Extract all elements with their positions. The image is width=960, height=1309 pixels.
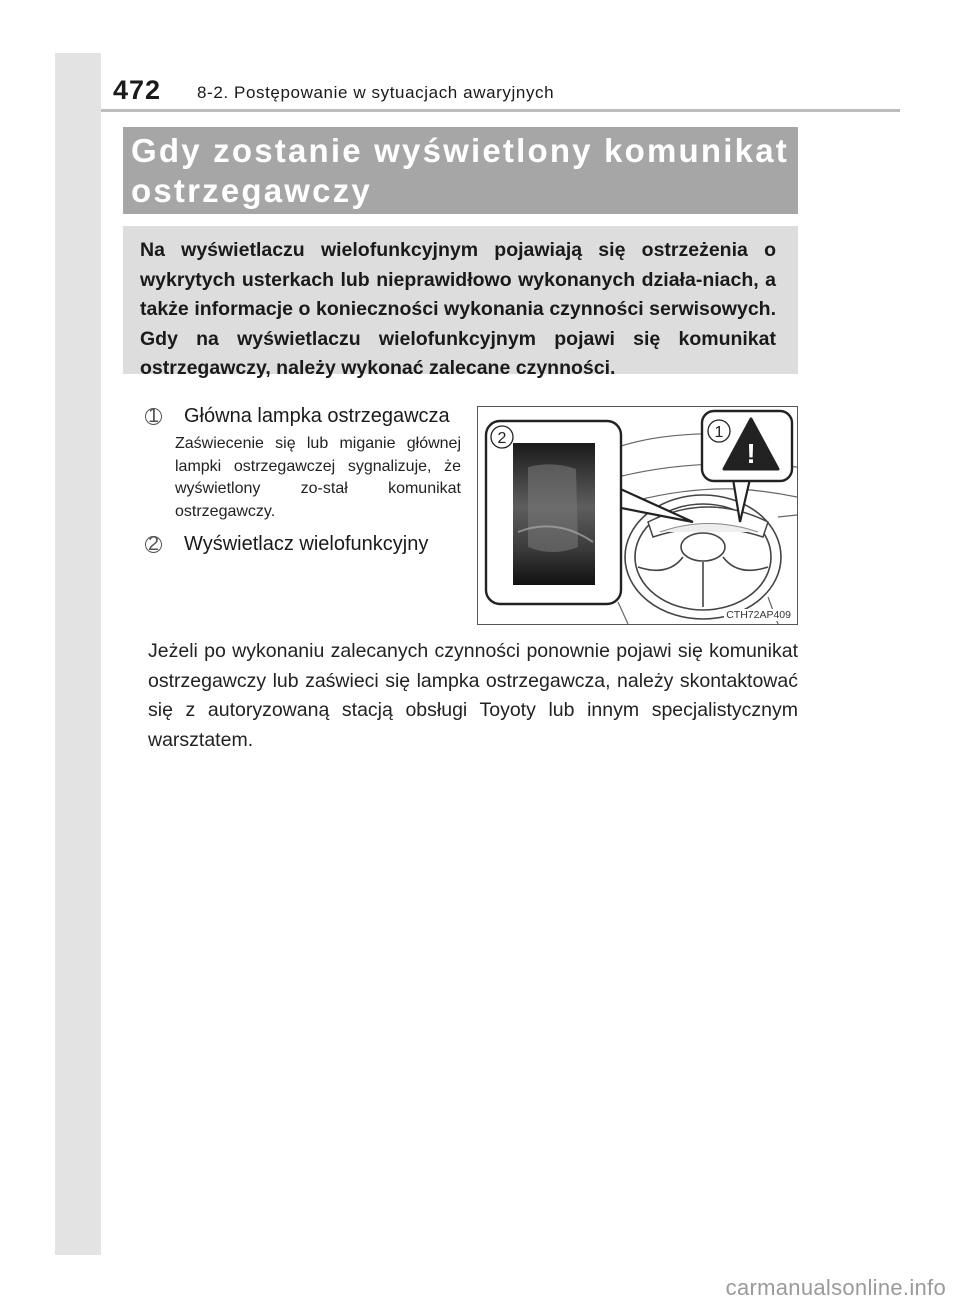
page-title: Gdy zostanie wyświetlony komunikat ostrzegawczy bbox=[123, 127, 798, 214]
item-description-1: Zaświecenie się lub miganie głównej lampki ostrzegawczej sygnalizuje, że wyświetlony zo-stał komunikat ostrzegawczy. bbox=[175, 435, 461, 520]
figure-code: CTH72AP409 bbox=[726, 609, 791, 621]
page-number: 472 bbox=[113, 75, 162, 105]
callout-1-label: 1 bbox=[714, 424, 724, 441]
side-tab bbox=[55, 53, 101, 1255]
item-number-2: 2 bbox=[148, 533, 160, 555]
warning-symbol: ! bbox=[746, 438, 756, 469]
item-number-1: 1 bbox=[148, 405, 160, 427]
callout-2-label: 2 bbox=[497, 430, 507, 447]
item-label-2: Wyświetlacz wielofunkcyjny bbox=[184, 533, 429, 555]
dashboard-figure bbox=[477, 406, 798, 625]
header-rule bbox=[101, 109, 900, 112]
watermark: carmanualsonline.info bbox=[725, 1275, 946, 1300]
item-label-1: Główna lampka ostrzegawcza bbox=[184, 405, 450, 427]
section-header: 8-2. Postępowanie w sytuacjach awaryjnych bbox=[197, 83, 555, 102]
intro-box: Na wyświetlaczu wielofunkcyjnym pojawiają się ostrzeżenia o wykrytych usterkach lub nieprawidłowo wykonanych działa-niach, a także informacje o konieczności wykonania czynności serwisowych. Gdy na wyświetlaczu wielofunkcyjnym pojawi się komunikat ostrzegawczy, należy wykonać zalecane czynności. bbox=[123, 226, 798, 374]
body-text: Jeżeli po wykonaniu zalecanych czynności ponownie pojawi się komunikat ostrzegawczy lub zaświeci się lampka ostrzegawcza, należy skontaktować się z autoryzowaną stacją obsługi Toyoty lub innym specjalistycznym warsztatem. bbox=[148, 640, 798, 751]
dashboard-illustration bbox=[478, 407, 797, 624]
